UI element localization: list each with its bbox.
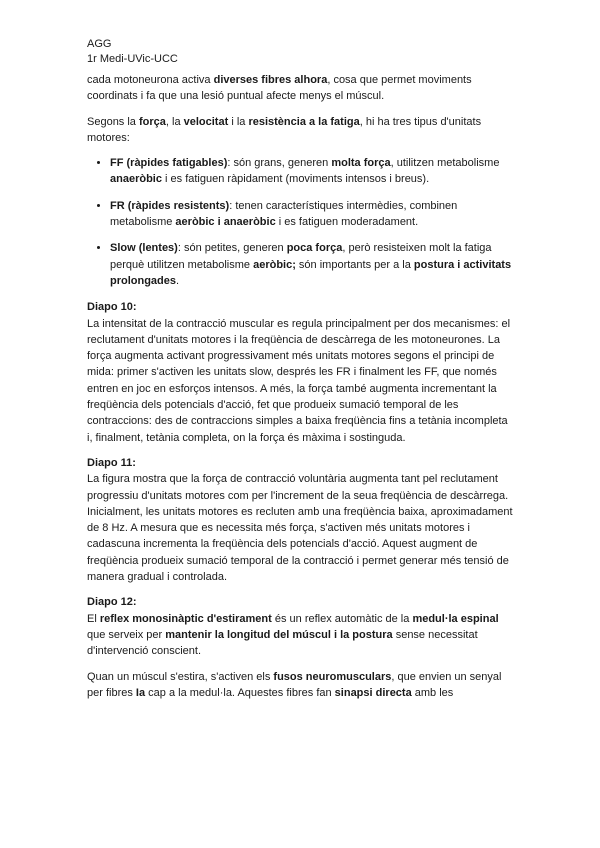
bold-term: fusos neuromusculars [273, 670, 392, 683]
bold-term: sinapsi directa [334, 686, 412, 699]
section-paragraph: La figura mostra que la força de contracció voluntària augmenta tant pel reclutament progressiu d'unitats motores com per l'increment de la seua freqüència de descàrrega. Inicialment, les unitats motores es recluten amb una freqüència baixa, aproximadament de 8 Hz. A mesura que es necessita més força, s'activen més unitats motores i cadascuna incrementa la freqüència dels potencials d'acció. Aquest augment de freqüència produeix sumació temporal de la contracció i permet generar més tensió de manera gradual i controlada. [87, 473, 513, 584]
section-heading: Diapo 12: [87, 596, 137, 609]
section-diapo-12 [87, 594, 515, 701]
section-paragraph: Quan un múscul s'estira, s'activen els fusos neuromusculars, que envien un senyal per fibres Ia cap a la medul·la. Aquestes fibres fan sinapsi directa amb les [87, 670, 502, 699]
bold-term: FR (ràpides resistents) [110, 199, 230, 212]
page-header [87, 37, 178, 66]
section-heading: Diapo 11: [87, 456, 136, 469]
list-item: • Slow (lentes): són petites, generen poca força, però resisteixen molt la fatiga perquè utilitzen metabolisme aeròbic; són importants per a la postura i activitats prolongades. [110, 240, 515, 289]
header-course: 1r Medi-UVic-UCC [87, 52, 178, 65]
bold-term: diverses fibres alhora [213, 74, 328, 86]
motor-unit-types-list [87, 155, 515, 289]
document-body [87, 72, 515, 710]
bold-term: reflex monosinàptic d'estirament [99, 612, 272, 625]
section-paragraph: La intensitat de la contracció muscular es regula principalment per dos mecanismes: el reclutament d'unitats motores i la freqüència de descàrrega de les motoneurones. La força augmenta activant progressivament més unitats motores segons el principi de mida: primer s'activen les unitats slow, després les FR i finalment les FF, que només entren en joc en esforços intensos. A més, la força també augmenta incrementant la freqüència dels potencials d'acció, fet que produeix sumació temporal de les contraccions: des de contraccions simples a baixa freqüència fins a tetània incompleta i, finalment, tetània completa, on la força és màxima i sostinguda. [87, 317, 511, 444]
section-diapo-10 [87, 299, 515, 446]
bold-term: velocitat [183, 115, 229, 128]
bold-term: poca força [286, 242, 343, 255]
bold-term: molta força [331, 157, 391, 170]
bold-term: resistència a la fatiga [248, 115, 360, 128]
bold-term: Ia [135, 686, 146, 699]
section-heading: Diapo 10: [87, 301, 137, 314]
bold-term: postura i activitats prolongades [110, 258, 512, 287]
bold-term: força [138, 115, 166, 128]
bold-term: aeròbic; [253, 258, 296, 271]
bold-term: aeròbic i anaeròbic [175, 216, 276, 229]
bold-term: mantenir la longitud del múscul i la postura [165, 628, 393, 641]
bold-term: Slow (lentes) [110, 242, 178, 255]
bold-term: anaeròbic [110, 173, 162, 186]
list-item: • FR (ràpides resistents): tenen característiques intermèdies, combinen metabolisme aeròbic i anaeròbic i es fatiguen moderadament. [110, 198, 515, 231]
header-author: AGG [87, 38, 112, 50]
bold-term: medul·la espinal [412, 612, 499, 625]
list-item: • FF (ràpides fatigables): són grans, generen molta força, utilitzen metabolisme anaeròbic i es fatiguen ràpidament (moviments intensos i breus). [110, 155, 515, 188]
intro-paragraph-1: cada motoneurona activa diverses fibres alhora, cosa que permet moviments coordinats i fa que una lesió puntual afecte menys el múscul. [87, 74, 472, 103]
section-paragraph: El reflex monosinàptic d'estirament és un reflex automàtic de la medul·la espinal que serveix per mantenir la longitud del múscul i la postura sense necessitat d'intervenció conscient. [87, 612, 499, 658]
intro-paragraph-2: Segons la força, la velocitat i la resistència a la fatiga, hi ha tres tipus d'unitats motores: [87, 115, 482, 144]
section-diapo-11 [87, 455, 515, 585]
bold-term: FF (ràpides fatigables) [110, 157, 228, 170]
